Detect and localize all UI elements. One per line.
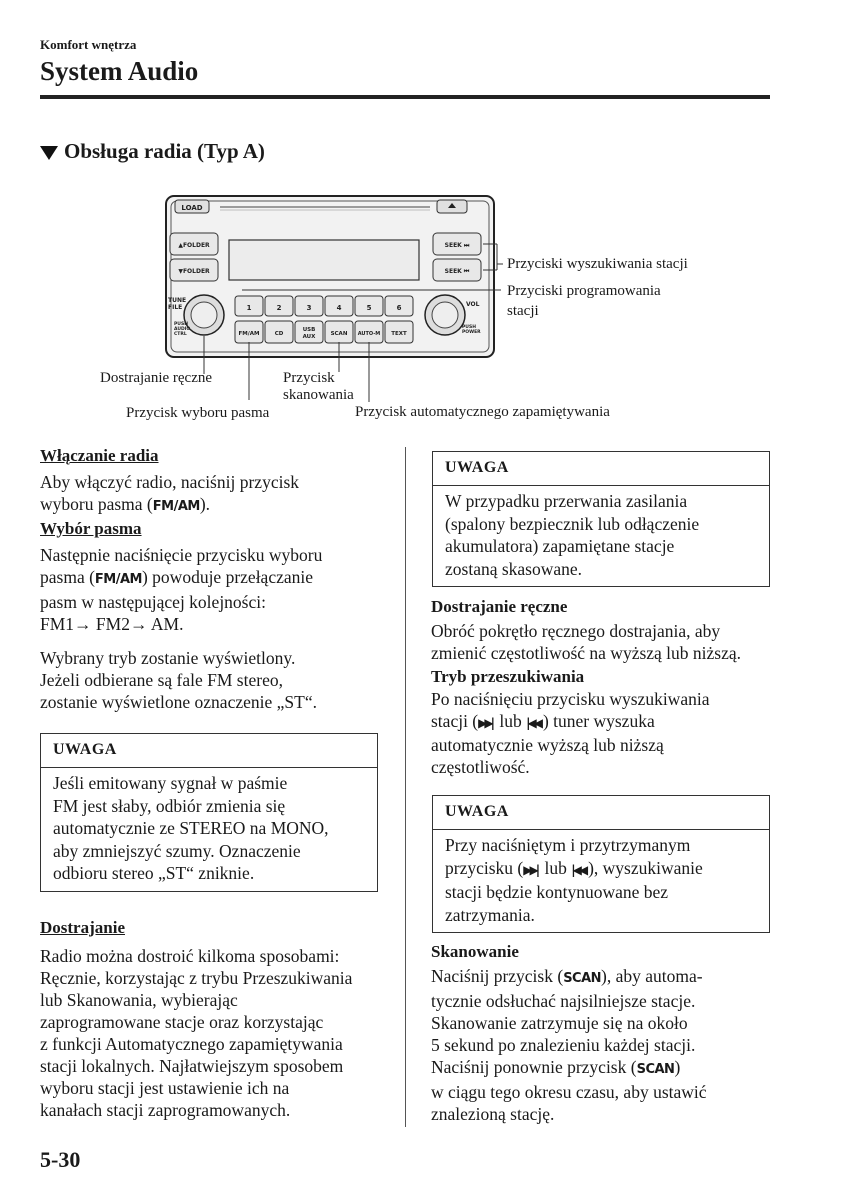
svg-text:USB: USB [302,327,316,333]
svg-text:2: 2 [276,304,282,312]
right-column-upper [431,596,776,778]
manual-line: zmienić częstotliwość na wyższą lub niższą. [431,643,742,663]
sub-heading-text: Obsługa radia (Typ A) [64,139,265,163]
seek-line: automatycznie wyższą lub niższą [431,735,664,755]
scan-line: tycznie odsłuchać najsilniejsze stacje. [431,991,696,1011]
note-body: Jeśli emitowany sygnał w paśmie FM jest słaby, odbiór zmienia się automatycznie ze STEREO na MONO, aby zmniejszyć szumy. Oznaczenie odbioru stereo „ST“ zniknie. [53,773,329,883]
svg-text:4: 4 [336,304,342,312]
turn-on-text-2: wyboru pasma (FM/AM). [40,494,211,514]
callout-seek: Przyciski wyszukiwania stacji [507,256,688,272]
svg-text:TEXT: TEXT [391,331,407,337]
manual-heading: Dostrajanie ręczne [431,597,568,616]
note-body: Przy naciśniętym i przytrzymanym przycisku (▶▶| lub |◀◀ ), wyszukiwanie stacji będzie kontynuowane bez zatrzymania. [445,835,703,925]
callout-scan-1: Przycisk [283,370,335,386]
seek-down-icon: |◀◀ [526,716,540,730]
note-box-power [432,451,770,587]
seek-line: stacji (▶▶| lub |◀◀ ) tuner wyszuka [431,710,776,734]
callout-auto-memory: Przycisk automatycznego zapamiętywania [355,404,610,420]
svg-text:PUSH: PUSH [174,322,188,327]
tuning-line: kanałach stacji zaprogramowanych. [40,1100,291,1120]
callout-lines [0,0,845,430]
left-column [40,445,385,713]
tune-label: TUNE [168,297,187,304]
svg-text:AUX: AUX [302,334,316,340]
seek-down-icon: |◀◀ [571,862,586,877]
scan-section [431,941,776,1125]
note-box-stereo [40,733,378,892]
band-text-4: FM1→ FM2→ AM. [40,614,184,634]
scan-line: Naciśnij ponownie przycisk (SCAN) [431,1057,681,1077]
seek-up-icon: ▶▶| [523,862,538,877]
page-title: System Audio [40,56,199,86]
callout-preset-1: Przyciski programowania [507,283,661,299]
svg-text:PUSH: PUSH [462,325,476,330]
band-text-3: pasm w następującej kolejności: [40,592,266,612]
scan-line: 5 sekund po znalezieniu każdej stacji. [431,1035,696,1055]
svg-text:6: 6 [396,304,402,312]
note-heading: UWAGA [433,452,769,486]
scan-button-glyph: SCAN [563,971,602,986]
scan-heading: Skanowanie [431,942,519,961]
seek-line: częstotliwość. [431,757,530,777]
tuning-line: z funkcji Automatycznego zapamiętywania [40,1034,343,1054]
manual-line: Obróć pokrętło ręcznego dostrajania, aby [431,621,721,641]
seek-heading: Tryb przeszukiwania [431,667,585,686]
tuning-line: stacji lokalnych. Najłatwiejszym sposobem [40,1056,344,1076]
seek-down-label: SEEK ⏮ [444,268,470,275]
note-box-seek-hold [432,795,770,933]
vol-label: VOL [466,301,480,308]
band-text-1: Następnie naciśnięcie przycisku wyboru [40,545,323,565]
svg-text:5: 5 [366,304,372,312]
load-label: LOAD [181,204,203,212]
tuning-line: wyboru stacji jest ustawienie ich na [40,1078,290,1098]
scan-line: Naciśnij przycisk (SCAN), aby automa- [431,966,703,986]
scan-line: Skanowanie zatrzymuje się na około [431,1013,688,1033]
note-heading: UWAGA [433,796,769,830]
fmam-button-glyph: FM/AM [94,572,142,587]
svg-text:CD: CD [274,331,284,337]
seek-up-icon: ▶▶| [478,716,492,730]
svg-text:AUDIO: AUDIO [174,327,191,332]
turn-on-heading: Włączanie radia [40,446,159,465]
tuning-line: lub Skanowania, wybierając [40,990,238,1010]
tuning-heading: Dostrajanie [40,918,125,937]
display-text-1: Wybrany tryb zostanie wyświetlony. [40,648,296,668]
fmam-button-glyph: FM/AM [152,499,200,514]
scan-line: znalezioną stację. [431,1104,555,1124]
file-label: FILE [168,304,183,311]
callout-preset-2: stacji [507,303,539,319]
band-heading: Wybór pasma [40,519,142,538]
tuning-line: Radio można dostroić kilkoma sposobami: [40,946,340,966]
note-body: W przypadku przerwania zasilania (spalony bezpiecznik lub odłączenie akumulatora) zapamiętane stacje zostaną skasowane. [445,491,700,579]
callout-manual: Dostrajanie ręczne [100,370,213,386]
callout-scan-2: skanowania [283,387,354,403]
scan-line: w ciągu tego okresu czasu, aby ustawić [431,1082,707,1102]
display-text-2: Jeżeli odbierane są fale FM stereo, [40,670,283,690]
band-text-2: pasma (FM/AM) powoduje przełączanie [40,567,314,587]
section-label: Komfort wnętrza [40,37,137,52]
svg-text:AUTO-M: AUTO-M [357,331,381,337]
tuning-line: Ręcznie, korzystając z trybu Przeszukiwania [40,968,353,988]
svg-text:CTRL: CTRL [174,332,187,337]
page-number: 5-30 [40,1147,81,1172]
tuning-section [40,917,400,1121]
note-heading: UWAGA [41,734,377,768]
svg-text:SCAN: SCAN [330,331,348,337]
column-divider [405,447,406,1127]
svg-text:POWER: POWER [462,330,481,335]
scan-button-glyph: SCAN [636,1062,675,1077]
svg-text:3: 3 [306,304,312,312]
folder-down-label: ▼FOLDER [178,268,210,275]
tuning-line: zaprogramowane stacje oraz korzystając [40,1012,324,1032]
turn-on-text-1: Aby włączyć radio, naciśnij przycisk [40,472,300,492]
seek-line: Po naciśnięciu przycisku wyszukiwania [431,689,710,709]
seek-up-label: SEEK ⏭ [444,242,470,249]
svg-text:FM/AM: FM/AM [238,331,260,337]
callout-band: Przycisk wyboru pasma [126,405,270,421]
display-text-3: zostanie wyświetlone oznaczenie „ST“. [40,692,317,712]
svg-text:1: 1 [246,304,252,312]
folder-up-label: ▲FOLDER [178,242,210,249]
